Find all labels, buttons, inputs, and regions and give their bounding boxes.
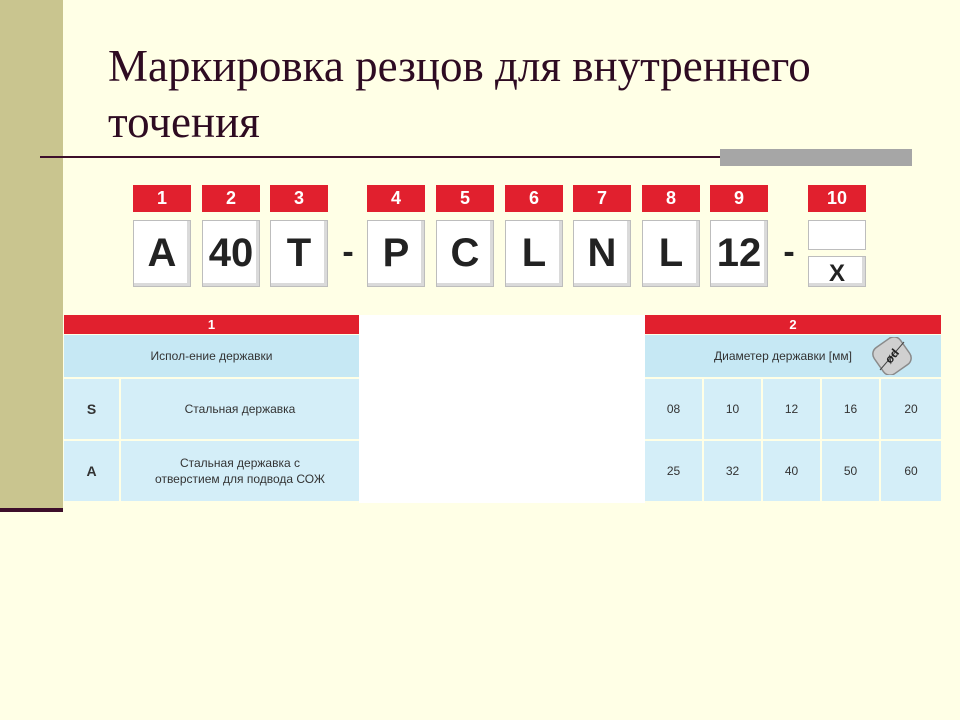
code-value-box: P <box>367 220 425 287</box>
code-value-box: C <box>436 220 494 287</box>
row-description: Стальная державка с отверстием для подвода СОЖ <box>121 441 359 501</box>
column-title: Испол-ение державки <box>64 335 359 377</box>
position-number: 9 <box>710 185 768 212</box>
column-title: Диаметер державки [мм] <box>714 349 852 363</box>
row-code: A <box>64 441 119 501</box>
table-header-number: 1 <box>64 315 359 334</box>
code-value-box: 12 <box>710 220 768 287</box>
code-value-box: T <box>270 220 328 287</box>
table-header-number: 2 <box>645 315 941 334</box>
separator-dash: - <box>342 233 354 271</box>
diameter-icon <box>871 337 913 375</box>
row-code: S <box>64 379 119 439</box>
holder-diameter-table <box>645 315 941 503</box>
position-number: 7 <box>573 185 631 212</box>
diameter-value: 40 <box>763 441 820 501</box>
position-number: 1 <box>133 185 191 212</box>
code-value-box: 40 <box>202 220 260 287</box>
diameter-value: 50 <box>822 441 879 501</box>
left-accent-bar <box>0 0 63 512</box>
position-number: 3 <box>270 185 328 212</box>
diameter-value: 60 <box>881 441 941 501</box>
diameter-icon-label: ød <box>881 345 903 367</box>
holder-type-table <box>64 315 359 503</box>
position-number: 8 <box>642 185 700 212</box>
code-value-box: A <box>133 220 191 287</box>
diameter-value: 25 <box>645 441 702 501</box>
code-value-box: L <box>642 220 700 287</box>
left-accent-underline <box>0 508 63 512</box>
marking-code-strip <box>131 185 871 289</box>
diameter-value: 12 <box>763 379 820 439</box>
table-gap <box>359 315 645 503</box>
code-value-box-top <box>808 220 866 250</box>
diameter-value: 10 <box>704 379 761 439</box>
title-divider-accent <box>720 149 912 166</box>
slide-title: Маркировка резцов для внутреннего точения <box>108 41 811 147</box>
code-value-box: L <box>505 220 563 287</box>
position-number: 4 <box>367 185 425 212</box>
diameter-value: 32 <box>704 441 761 501</box>
code-value-box-bottom: X <box>808 256 866 287</box>
row-description: Стальная державка <box>121 379 359 439</box>
position-number: 5 <box>436 185 494 212</box>
position-number: 6 <box>505 185 563 212</box>
diameter-value: 08 <box>645 379 702 439</box>
position-number: 10 <box>808 185 866 212</box>
diameter-value: 20 <box>881 379 941 439</box>
separator-dash: - <box>783 233 795 271</box>
code-value-box: N <box>573 220 631 287</box>
position-number: 2 <box>202 185 260 212</box>
diameter-value: 16 <box>822 379 879 439</box>
